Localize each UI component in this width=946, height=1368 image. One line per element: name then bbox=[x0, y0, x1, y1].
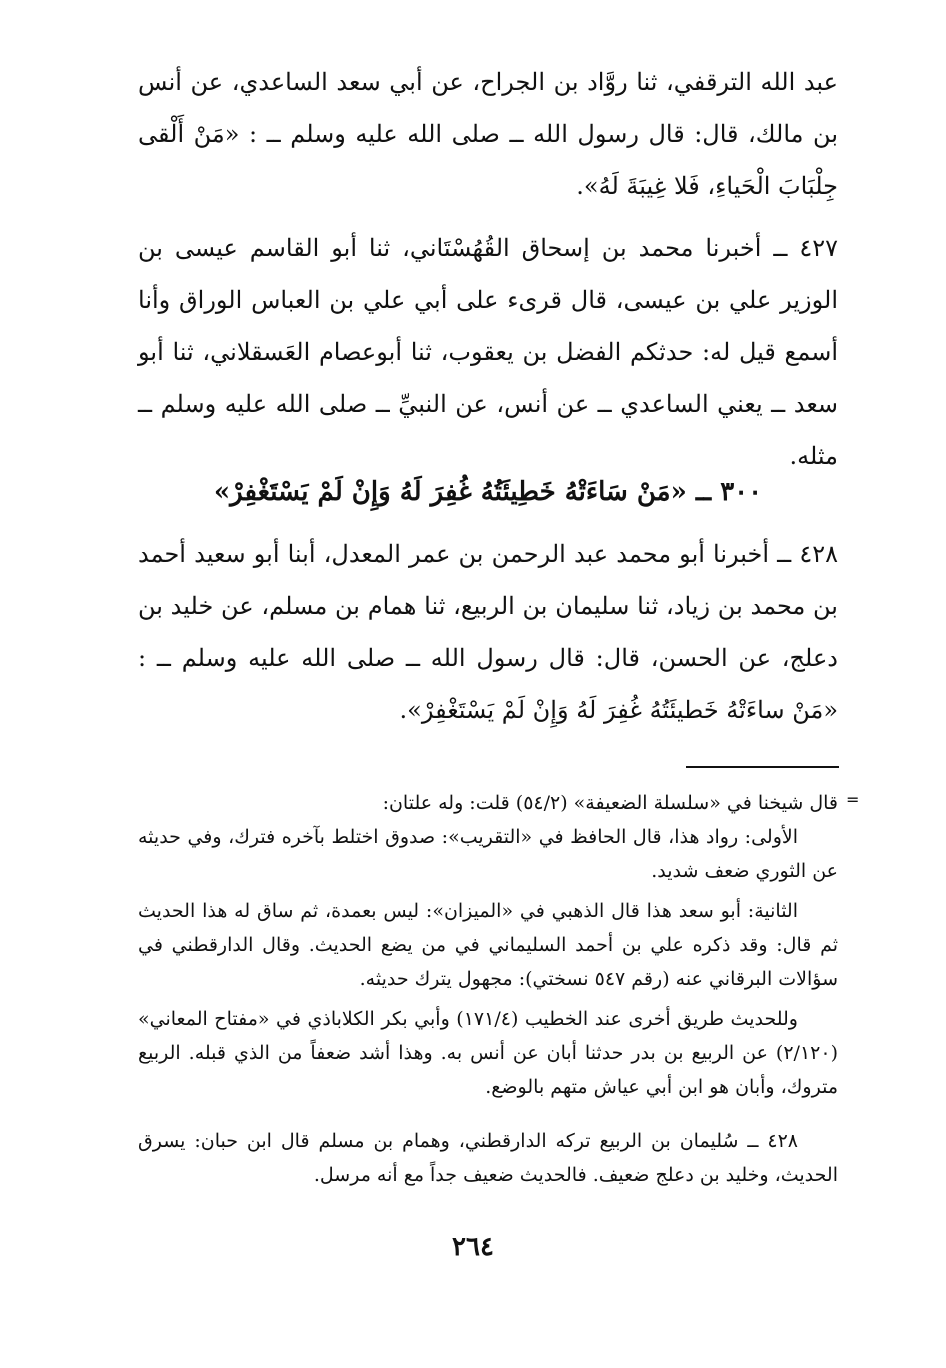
footnote-line-1: قال شيخنا في «سلسلة الضعيفة» (٥٤/٢) قلت: وله علتان: bbox=[382, 792, 838, 814]
hadith-300-heading: ٣٠٠ ــ «مَنْ سَاءَتْهُ خَطِيئَتُهُ غُفِرَ لَهُ وَإِنْ لَمْ يَسْتَغْفِرْ» bbox=[213, 477, 763, 507]
footnote-divider bbox=[686, 766, 839, 768]
continuation-paragraph: عبد الله الترقفي، ثنا روَّاد بن الجراح، عن أبي سعد الساعدي، عن أنس بن مالك، قال: قال رسول الله ــ صلى الله عليه وسلم ــ : «مَنْ أَلْقى جِلْبَابَ الْحَياءِ، فَلا غِيبَةَ لَهُ». bbox=[138, 68, 838, 200]
footnote-other-route: وللحديث طريق أخرى عند الخطيب (١٧١/٤) وأبي بكر الكلاباذي في «مفتاح المعاني» (٢/١٢٠) عن الربيع بن بدر حدثنا أبان عن أنس به. وهذا أشد ضعفاً من الذي قبله. الربيع متروك، وأبان هو ابن أبي عياش متهم بالوضع. bbox=[138, 1008, 838, 1098]
footnote-first-reason: الأولى: رواد هذا، قال الحافظ في «التقريب»: صدوق اختلط بآخره فترك، وفي حديثه عن الثوري ضعف شديد. bbox=[138, 826, 838, 882]
page-number: ٢٦٤ bbox=[452, 1232, 494, 1262]
hadith-427-paragraph: ٤٢٧ ــ أخبرنا محمد بن إسحاق القُهُسْتَاني، ثنا أبو القاسم عيسى بن الوزير علي بن عيسى، قال قرىء على أبي علي بن العباس الوراق وأنا أسمع قيل له: حدثكم الفضل بن يعقوب، ثنا أبوعصام العَسقلاني، ثنا أبو سعد ــ يعني الساعدي ــ عن أنس، عن النبيِّ ــ صلى الله عليه وسلم ــ مثله. bbox=[138, 234, 839, 470]
footnote-continuation-marker: = bbox=[846, 790, 860, 809]
hadith-428-paragraph: ٤٢٨ ــ أخبرنا أبو محمد عبد الرحمن بن عمر المعدل، أبنا أبو سعيد أحمد بن محمد بن زياد، ثنا سليمان بن الربيع، ثنا همام بن مسلم، عن خليد بن دعلج، عن الحسن، قال: قال رسول الله ــ صلى الله عليه وسلم ــ : «مَنْ ساءَتْهُ خَطيئَتُهُ غُفِرَ لَهُ وَإِنْ لَمْ يَسْتَغْفِرْ». bbox=[138, 540, 838, 724]
footnote-428: ٤٢٨ ــ سُليمان بن الربيع تركه الدارقطني، وهمام بن مسلم قال ابن حبان: يسرق الحديث، وخليد بن دعلج ضعيف. فالحديث ضعيف جداً مع أنه مرسل. bbox=[138, 1130, 838, 1186]
footnote-second-reason: الثانية: أبو سعد هذا قال الذهبي في «الميزان»: ليس بعمدة، ثم ساق له هذا الحديث ثم قال: وقد ذكره علي بن أحمد السليماني في من يضع الحديث. وقال الدارقطني في سؤالات البرقاني عنه (رقم ٥٤٧ نسختي): مجهول يترك حديثه. bbox=[138, 900, 838, 990]
